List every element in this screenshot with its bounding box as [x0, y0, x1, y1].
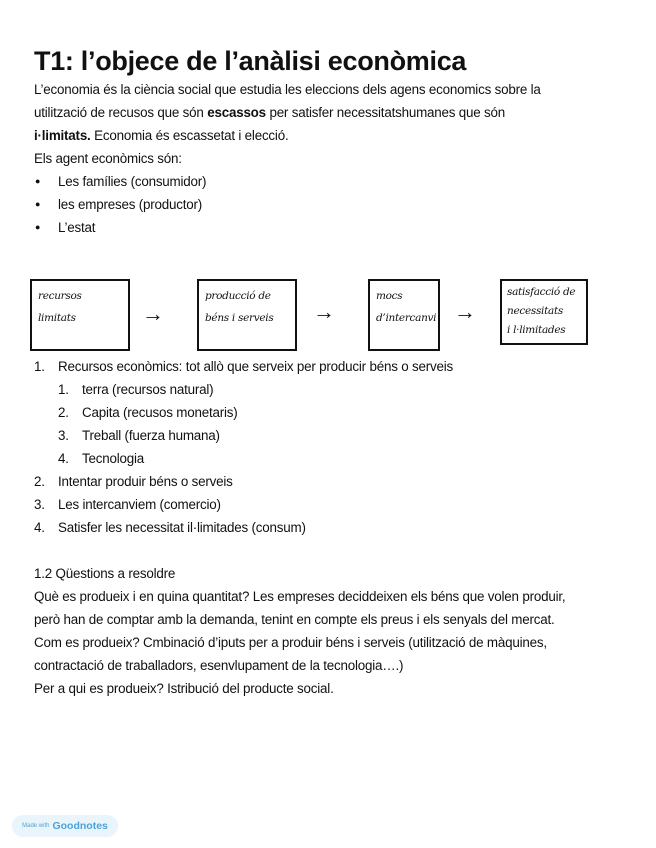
diagram-box-resources: recursos limitats — [30, 279, 130, 351]
list-item: 1. terra (recursos natural) — [58, 382, 214, 397]
resources-list — [34, 355, 634, 539]
handwritten-flow-diagram — [34, 239, 634, 343]
arrow-right-icon: → — [454, 299, 476, 324]
paragraph-line: Com es produeix? Cmbinació d’iputs per a produir béns i serveis (utilització de màquines, — [34, 635, 547, 650]
arrow-right-icon: → — [313, 299, 335, 324]
intro-line-3: i·limitats. Economia és escassetat i elecció. — [34, 128, 289, 143]
paragraph-line: Per a qui es produeix? Istribució del producte social. — [34, 681, 334, 696]
intro-line-1: L’economia és la ciència social que estudia les eleccions dels agens economics sobre la — [34, 82, 541, 97]
paragraph-line: però han de comptar amb la demanda, tenint en compte els preus i els senyals del mercat. — [34, 612, 555, 627]
document-page — [34, 44, 634, 700]
diagram-box-production: producció de béns i serveis — [197, 279, 297, 351]
list-item: 3. Les intercanviem (comercio) — [34, 497, 221, 512]
agents-heading: Els agent econòmics són: — [34, 151, 182, 166]
list-item: 2. Capita (recusos monetaris) — [58, 405, 238, 420]
paragraph-line: contractació de traballadors, esenvlupament de la tecnologia….) — [34, 658, 404, 673]
diagram-box-exchange: mocs d’intercanvi — [368, 279, 440, 351]
list-item: 4. Tecnologia — [58, 451, 145, 466]
sub-list — [34, 378, 634, 470]
page-title: T1: l’objece de l’anàlisi econòmica — [34, 46, 467, 76]
diagram-box-satisfaction: satisfacció de necessitats i l·limitades — [500, 279, 588, 345]
list-item: ● Les famílies (consumidor) — [34, 170, 634, 193]
list-item: 4. Satisfer les necessitat il·limitades (consum) — [34, 520, 306, 535]
agents-list — [34, 170, 634, 239]
intro-line-2: utilització de recusos que són escassos per satisfer necessitatshumanes que són — [34, 105, 506, 120]
section-heading: 1.2 Qüestions a resoldre — [34, 566, 176, 581]
list-item: 2. Intentar produir béns o serveis — [34, 474, 233, 489]
arrow-right-icon: → — [142, 301, 164, 326]
goodnotes-badge[interactable]: Made with Goodnotes — [12, 815, 118, 837]
bold-ilimitats: i·limitats. — [34, 128, 91, 143]
bold-escassos: escassos — [207, 105, 266, 120]
paragraph-line: Què es produeix i en quina quantitat? Les empreses deciddeixen els béns que volen produir, — [34, 589, 566, 604]
list-item: ● les empreses (productor) — [34, 193, 634, 216]
list-item: ● L’estat — [34, 216, 634, 239]
list-item: 3. Treball (fuerza humana) — [58, 428, 220, 443]
list-item: 1. Recursos econòmics: tot allò que serveix per producir béns o serveis 1. terra (recursos natural) 2. Capita (recusos monetaris) 3. Treball (fuerza humana) 4. Tecnologia — [34, 355, 634, 470]
